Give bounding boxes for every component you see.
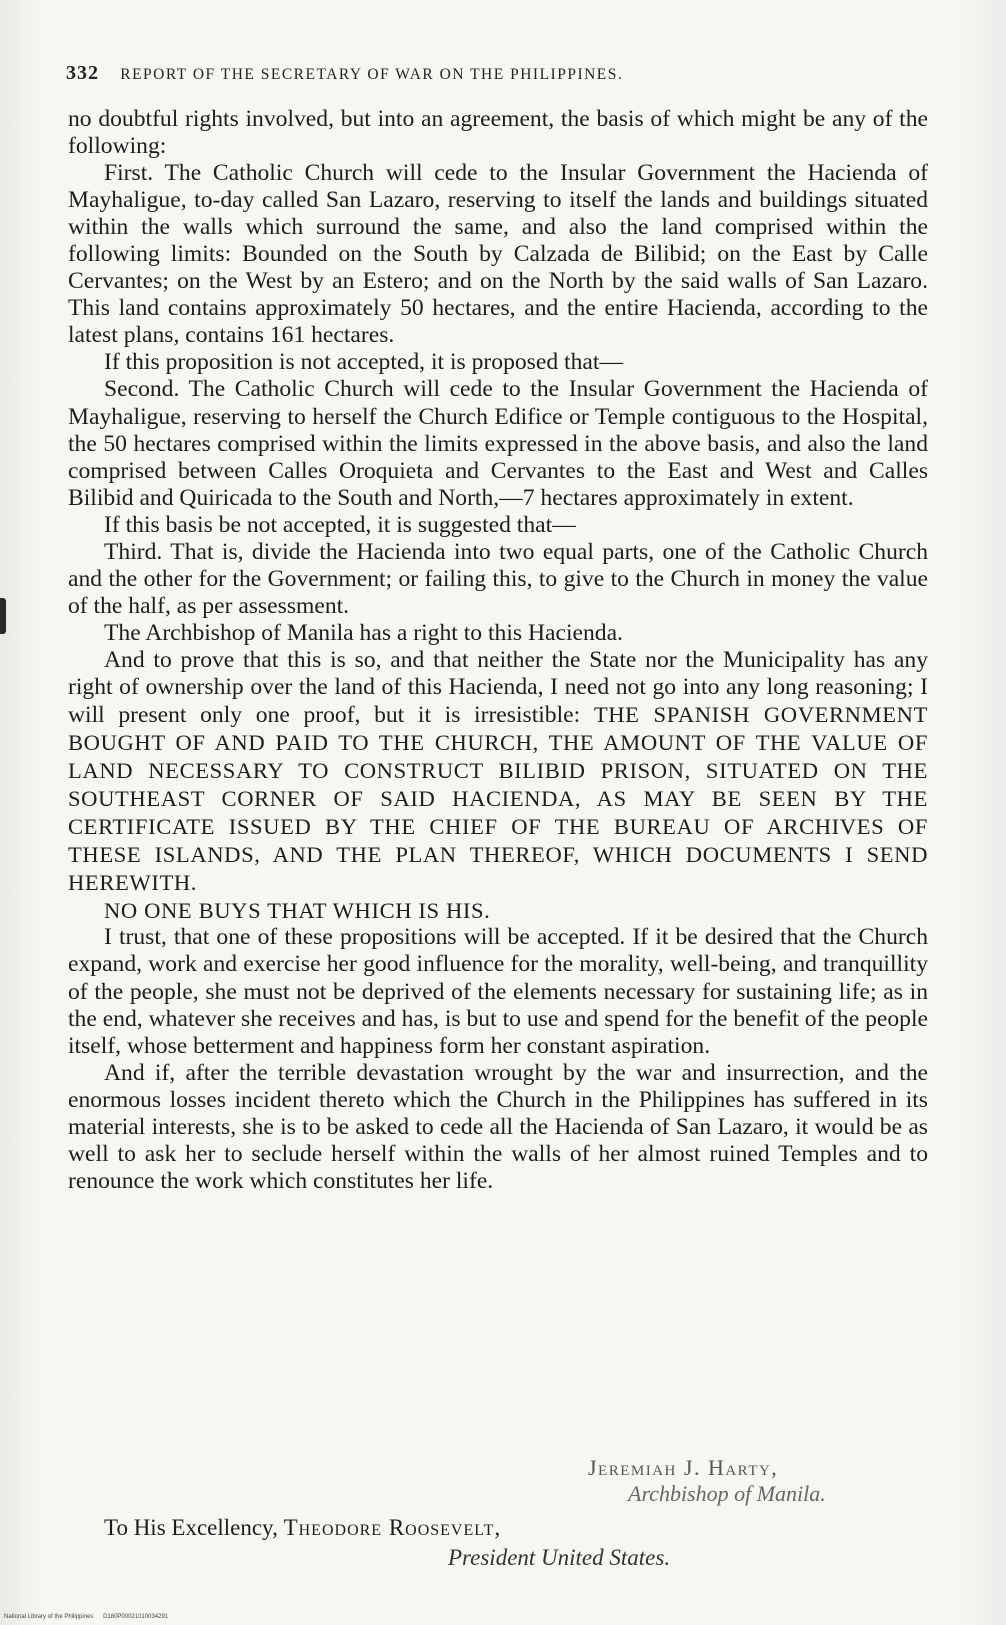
proof-intro: And to prove that this is so, and that neither the State nor the Municipality has any right of ownership over the land of this Hacienda, I need not go into any long reasoning; I will present only one proof, but it is irresistible: <box>68 646 928 729</box>
footer-library: National Library of the Philippines <box>4 1614 94 1620</box>
running-title: REPORT OF THE SECRETARY OF WAR ON THE PHILIPPINES. <box>120 66 624 83</box>
paragraph-third-basis: Third. That is, divide the Hacienda into two equal parts, one of the Catholic Church and the other for the Government; or failing this, to give to the Church in money the value of the half, as per assessment. <box>68 538 928 619</box>
paragraph-conclusion: And if, after the terrible devastation wrought by the war and insurrection, and the enormous losses incident thereto which the Church in the Philippines has suffered in its material interests, she is to be asked to cede all the Hacienda of San Lazaro, it would be as well to ask her to seclude herself within the walls of her almost ruined Temples and to renounce the work which constitutes her life. <box>68 1059 928 1194</box>
signatory-name: Jeremiah J. Harty, <box>588 1455 779 1480</box>
addressee-line <box>104 1515 501 1541</box>
paragraph-transition-one: If this proposition is not accepted, it is proposed that— <box>104 349 623 376</box>
proof-capitals: THE SPANISH GOVERNMENT BOUGHT OF AND PAID TO THE CHURCH, THE AMOUNT OF THE VALUE OF LAND NECESSARY TO CONSTRUCT BILIBID PRISON, SITUATED ON THE SOUTHEAST CORNER OF SAID HACIENDA, AS MAY BE SEEN BY THE CERTIFICATE ISSUED BY THE CHIEF OF THE BUREAU OF ARCHIVES OF THESE ISLANDS, AND THE PLAN THEREOF, WHICH DOCUMENTS I SEND HEREWITH. <box>68 702 928 896</box>
paragraph-first-basis: First. The Catholic Church will cede to the Insular Government the Hacienda of Mayhaligue, to-day called San Lazaro, reserving to itself the lands and buildings situated within the walls which surround the same, and also the land comprised within the following limits: Bounded on the South by Calzada de Bilibid; on the East by Calle Cervantes; on the West by an Estero; and on the North by the said walls of San Lazaro. This land contains approximately 50 hectares, and the entire Hacienda, according to the latest plans, contains 161 hectares. <box>68 160 928 349</box>
paragraph-second-basis: Second. The Catholic Church will cede to the Insular Government the Hacienda of Mayhaligue, reserving to herself the Church Edifice or Temple contiguous to the Hospital, the 50 hectares comprised within the limits expressed in the above basis, and also the land comprised between Calles Oroquieta and Cervantes to the East and West and Calles Bilibid and Quiricada to the South and North,—7 hectares approximately in extent. <box>68 376 928 511</box>
letter-body <box>68 106 928 1195</box>
paragraph-trust: I trust, that one of these propositions will be accepted. If it be desired that the Church expand, work and exercise her good influence for the morality, well-being, and tranquillity of the people, she must not be deprived of the elements necessary for sustaining life; as in the end, whatever she receives and has, is but to use and spend for the benefit of the people itself, whose betterment and happiness form her constant aspiration. <box>68 924 928 1059</box>
paragraph-intro: no doubtful rights involved, but into an agreement, the basis of which might be any of the following: <box>68 106 928 160</box>
paragraph-no-one-buys: NO ONE BUYS THAT WHICH IS HIS. <box>104 898 491 924</box>
addressee-prefix: To His Excellency, <box>104 1515 284 1540</box>
scan-edge-mark <box>0 598 6 634</box>
paragraph-proof <box>68 647 928 897</box>
page-number: 332 <box>66 62 99 84</box>
addressee-name: Theodore Roosevelt, <box>283 1515 502 1540</box>
page-header <box>66 62 926 85</box>
footer-code: D180P00021010034291 <box>103 1614 169 1620</box>
paragraph-archbishop-right: The Archbishop of Manila has a right to this Hacienda. <box>104 619 623 646</box>
addressee-title: President United States. <box>448 1545 671 1570</box>
scan-footer <box>4 1614 176 1620</box>
signatory-title: Archbishop of Manila. <box>628 1481 826 1506</box>
paragraph-transition-two: If this basis be not accepted, it is suggested that— <box>104 511 576 538</box>
